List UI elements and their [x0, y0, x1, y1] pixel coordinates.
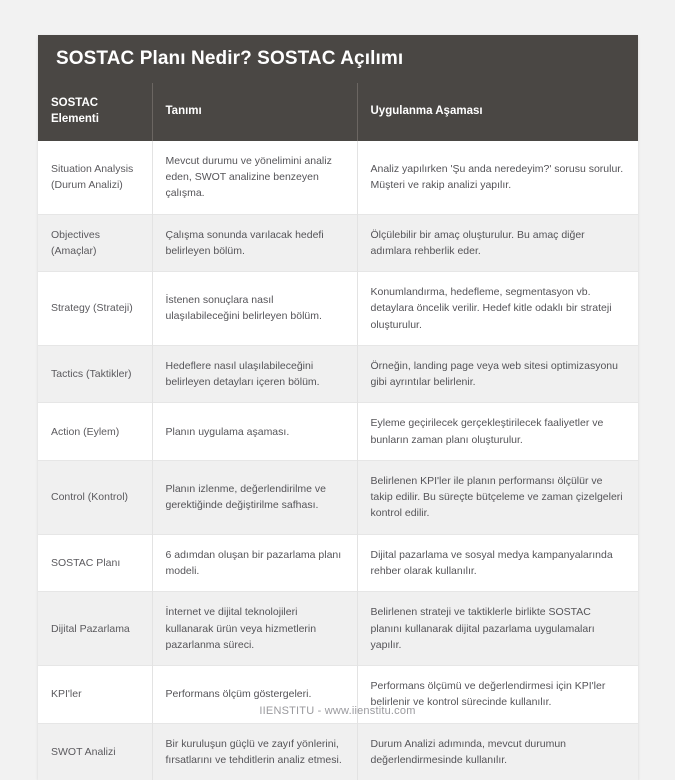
cell-element: Tactics (Taktikler)	[38, 345, 152, 403]
cell-definition: Planın uygulama aşaması.	[152, 403, 357, 461]
cell-element: SWOT Analizi	[38, 723, 152, 780]
cell-definition: İnternet ve dijital teknolojileri kullanarak ürün veya hizmetlerin pazarlanma süreci.	[152, 592, 357, 666]
cell-definition: Çalışma sonunda varılacak hedefi belirleyen bölüm.	[152, 214, 357, 272]
cell-definition: Bir kuruluşun güçlü ve zayıf yönlerini, fırsatlarını ve tehditlerin analiz etmesi.	[152, 723, 357, 780]
sostac-table	[38, 83, 638, 780]
sostac-table-card	[38, 35, 638, 780]
cell-application: Örneğin, landing page veya web sitesi optimizasyonu gibi ayrıntılar belirlenir.	[357, 345, 638, 403]
cell-definition: İstenen sonuçlara nasıl ulaşılabileceğini belirleyen bölüm.	[152, 272, 357, 346]
table-header-row	[38, 83, 638, 141]
cell-application: Belirlenen KPI'ler ile planın performansı ölçülür ve takip edilir. Bu süreçte bütçeleme ve zaman çizelgeleri kontrol edilir.	[357, 460, 638, 534]
cell-element: KPI'ler	[38, 666, 152, 724]
table-body	[38, 141, 638, 780]
table-row	[38, 460, 638, 534]
table-row	[38, 723, 638, 780]
cell-definition: Mevcut durumu ve yönelimini analiz eden, SWOT analizine benzeyen çalışma.	[152, 141, 357, 214]
cell-application: Eyleme geçirilecek gerçekleştirilecek faaliyetler ve bunların zaman planı oluşturulur.	[357, 403, 638, 461]
table-row	[38, 272, 638, 346]
cell-element: Control (Kontrol)	[38, 460, 152, 534]
page-title: SOSTAC Planı Nedir? SOSTAC Açılımı	[56, 48, 404, 70]
table-head	[38, 83, 638, 141]
table-title-bar	[38, 35, 638, 83]
column-header-element: SOSTAC Elementi	[38, 83, 152, 141]
cell-application: Dijital pazarlama ve sosyal medya kampanyalarında rehber olarak kullanılır.	[357, 534, 638, 592]
cell-element: Objectives (Amaçlar)	[38, 214, 152, 272]
table-row	[38, 534, 638, 592]
table-row	[38, 214, 638, 272]
cell-definition: Performans ölçüm göstergeleri.	[152, 666, 357, 724]
table-row	[38, 141, 638, 214]
cell-element: Action (Eylem)	[38, 403, 152, 461]
cell-element: Dijital Pazarlama	[38, 592, 152, 666]
cell-element: Situation Analysis (Durum Analizi)	[38, 141, 152, 214]
cell-application: Konumlandırma, hedefleme, segmentasyon vb. detaylara öncelik verilir. Hedef kitle odaklı bir strateji oluşturulur.	[357, 272, 638, 346]
cell-application: Analiz yapılırken 'Şu anda neredeyim?' sorusu sorulur. Müşteri ve rakip analizi yapılır.	[357, 141, 638, 214]
cell-definition: 6 adımdan oluşan bir pazarlama planı modeli.	[152, 534, 357, 592]
cell-element: SOSTAC Planı	[38, 534, 152, 592]
table-row	[38, 592, 638, 666]
table-row	[38, 403, 638, 461]
cell-element: Strategy (Strateji)	[38, 272, 152, 346]
cell-definition: Hedeflere nasıl ulaşılabileceğini belirleyen detayları içeren bölüm.	[152, 345, 357, 403]
cell-application: Belirlenen strateji ve taktiklerle birlikte SOSTAC planını kullanarak dijital pazarlama uygulamaları yapılır.	[357, 592, 638, 666]
cell-application: Performans ölçümü ve değerlendirmesi için KPI'ler belirlenir ve kontrol sürecinde kullanılır.	[357, 666, 638, 724]
column-header-application: Uygulanma Aşaması	[357, 83, 638, 141]
cell-application: Durum Analizi adımında, mevcut durumun değerlendirmesinde kullanılır.	[357, 723, 638, 780]
column-header-definition: Tanımı	[152, 83, 357, 141]
cell-application: Ölçülebilir bir amaç oluşturulur. Bu amaç diğer adımlara rehberlik eder.	[357, 214, 638, 272]
cell-definition: Planın izlenme, değerlendirilme ve gerektiğinde değiştirilme safhası.	[152, 460, 357, 534]
footer-attribution: IIENSTITU - www.iienstitu.com	[259, 705, 416, 717]
table-row	[38, 345, 638, 403]
